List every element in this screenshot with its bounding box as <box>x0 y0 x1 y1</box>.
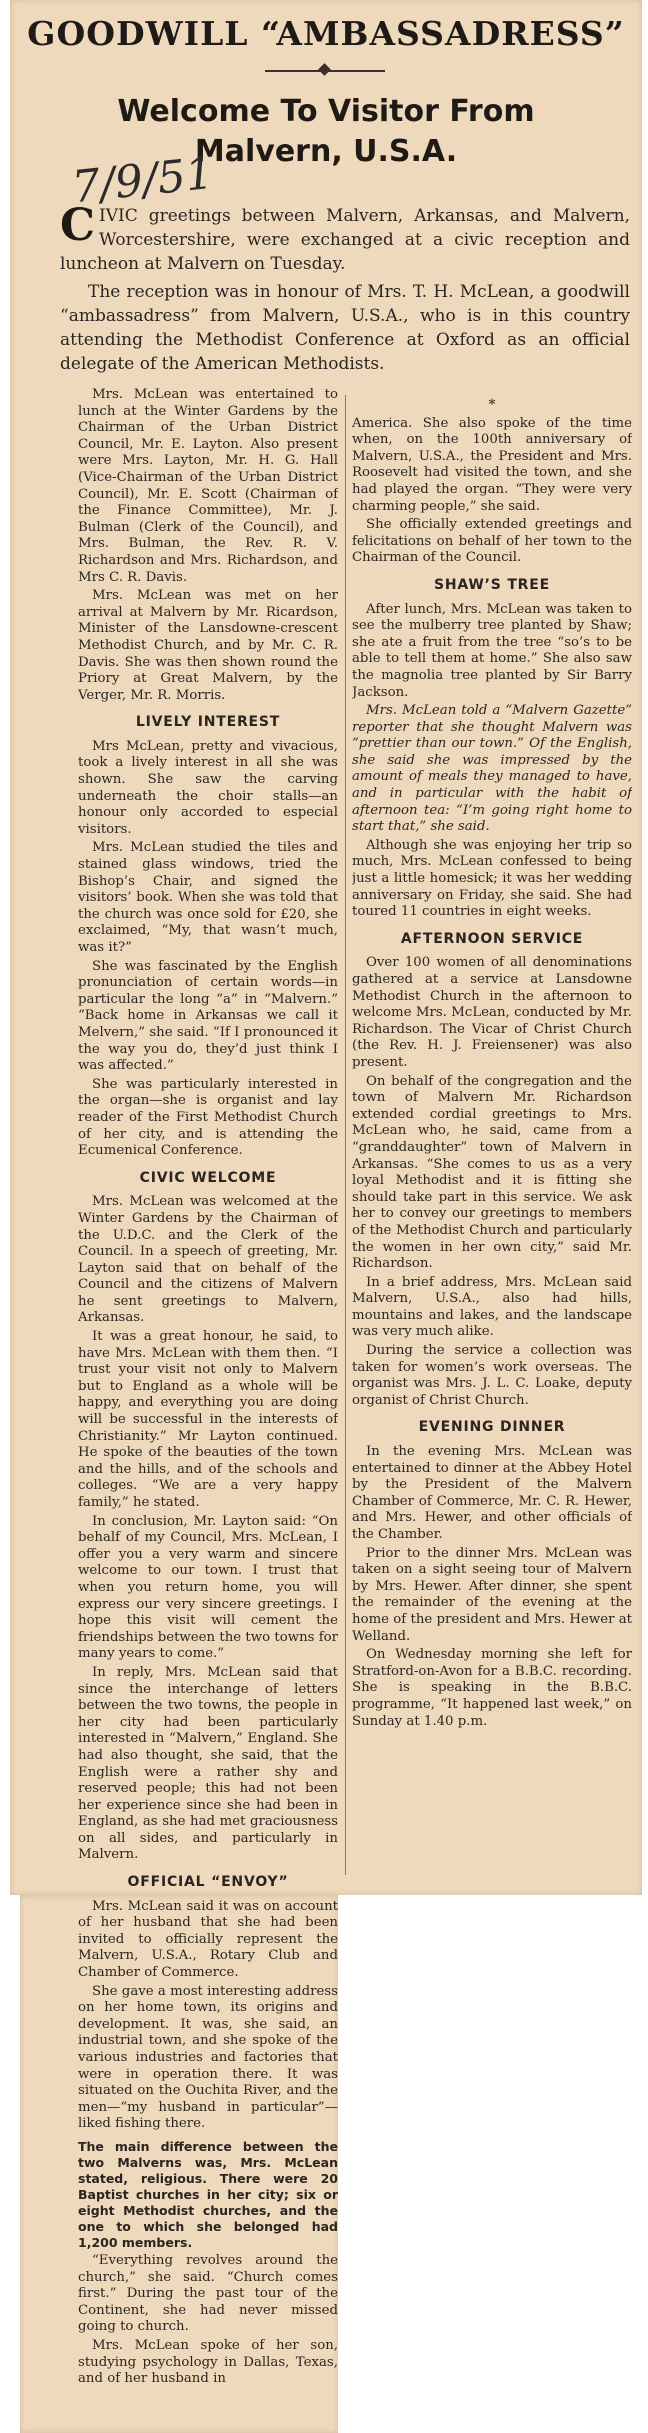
lead-paragraphs <box>60 200 630 380</box>
paragraph: Prior to the dinner Mrs. McLean was taken on a sight seeing tour of Malvern by Mrs. Hewer. After dinner, she spent the remainder of the evening at the home of the president and Mrs. Hewer at Welland. <box>352 1545 632 1644</box>
paragraph: Although she was enjoying her trip so much, Mrs. McLean confessed to being just a little homesick; it was her wedding anniversary on Friday, she said. She had toured 11 countries in eight weeks. <box>352 837 632 920</box>
paragraph: “Everything revolves around the church,” she said. “Church comes first.” During the past tour of the Continent, she had never missed going to church. <box>78 2252 338 2335</box>
paragraph: It was a great honour, he said, to have Mrs. McLean with them then. “I trust your visit not only to Malvern but to England as a whole will be happy, and everything you are doing will be successful in the interests of Christianity.” Mr Layton continued. He spoke of the beauties of the town and the hills, and of the schools and colleges. “We are a very happy family,” he stated. <box>78 1329 338 1510</box>
article-column-left <box>78 387 338 2417</box>
subhead-line-1: Welcome To Visitor From <box>117 94 535 129</box>
paragraph: After lunch, Mrs. McLean was taken to see the mulberry tree planted by Shaw; she ate a fruit from the tree “so’s to be able to tell them at home.” She also saw the magnolia tree planted by Sir Barry Jackson. <box>352 601 632 700</box>
section-heading-afternoon-service: AFTERNOON SERVICE <box>400 930 584 947</box>
section-heading-evening-dinner: EVENING DINNER <box>418 1419 566 1436</box>
paragraph: America. She also spoke of the time when, on the 100th anniversary of Malvern, U.S.A., the President and Mrs. Roosevelt had visited the town, and she had played the organ. “They were very charming people,” she said. <box>352 415 632 514</box>
paragraph: Mrs McLean, pretty and vivacious, took a lively interest in all she was shown. She saw the carving underneath the choir stalls—an honour only accorded to especial visitors. <box>78 738 338 837</box>
lead-paragraph-1 <box>60 200 630 276</box>
asterisk-ornament: * <box>488 397 496 413</box>
section-heading-lively-interest: LIVELY INTEREST <box>135 714 281 731</box>
handwritten-date: 7/9/51 <box>69 147 216 214</box>
paragraph: Over 100 women of all denominations gathered at a service at Lansdowne Methodist Church in the afternoon to welcome Mrs. McLean, conducted by Mr. Richardson. The Vicar of Christ Church (the Rev. H. J. Freiensener) was also present. <box>352 955 632 1070</box>
paragraph: She officially extended greetings and felicitations on behalf of her town to the Chairman of the Council. <box>352 517 632 566</box>
paragraph: She was fascinated by the English pronunciation of certain words—in particular the long “a” in “Malvern.” “Back home in Arkansas we call it Melvern,” she said. “If I pronounced it the way you do, they’d just think I was affected.” <box>78 958 338 1074</box>
paragraph: In the evening Mrs. McLean was entertained to dinner at the Abbey Hotel by the President of the Malvern Chamber of Commerce, Mr. C. R. Hewer, and Mrs. Hewer, and other officials of the Chamber. <box>352 1444 632 1542</box>
column-separator <box>345 395 346 1875</box>
italic-paragraph: Mrs. McLean told a “Malvern Gazette” reporter that she thought Malvern was “prettier than our town.” Of the English, she said she was impressed by the amount of meals they managed to have, and in particular with the habit of afternoon tea: “I’m going right home to start that,” she said. <box>352 703 632 835</box>
lead-paragraph-1-text: IVIC greetings between Malvern, Arkansas, and Malvern, Worcestershire, were exchanged at a civic reception and luncheon at Malvern on Tuesday. <box>60 206 630 274</box>
article-column-right <box>352 397 632 1877</box>
drop-cap: C <box>60 200 96 251</box>
paragraph: She was particularly interested in the organ—she is organist and lay reader of the First Methodist Church of her city, and is attending the Ecumenical Conference. <box>78 1076 338 1159</box>
section-heading-official-envoy: OFFICIAL “ENVOY” <box>127 1874 289 1891</box>
section-heading-shaws-tree: SHAW’S TREE <box>434 576 550 593</box>
headline: GOODWILL “AMBASSADRESS” <box>27 14 625 53</box>
paragraph: Mrs. McLean spoke of her son, studying psychology in Dallas, Texas, and of her husband in <box>78 2337 338 2387</box>
paragraph: Mrs. McLean was entertained to lunch at the Winter Gardens by the Chairman of the Urban District Council, Mr. E. Layton. Also present were Mrs. Layton, Mr. H. G. Hall (Vice-Chairman of the Urban District Council), Mr. E. Scott (Chairman of the Finance Committee), Mr. J. Bulman (Clerk of the Council), and Mrs. Bulman, the Rev. R. V. Richardson and Mrs. Richardson, and Mrs C. R. Davis. <box>78 387 338 585</box>
paragraph: During the service a collection was taken for women’s work overseas. The organist was Mrs. J. L. C. Loake, deputy organist of Christ Church. <box>352 1343 632 1408</box>
paragraph: Mrs. McLean studied the tiles and stained glass windows, tried the Bishop’s Chair, and signed the visitors’ book. When she was told that the church was once sold for £20, she exclaimed, “My, that wasn’t much, was it?” <box>78 840 338 955</box>
paragraph: On Wednesday morning she left for Stratford-on-Avon for a B.B.C. recording. She is speaking in the B.B.C. programme, “It happened last week,” on Sunday at 1.40 p.m. <box>352 1647 632 1729</box>
paragraph: Mrs. McLean was met on her arrival at Malvern by Mr. Ricardson, Minister of the Lansdowne-crescent Methodist Church, and by Mr. C. R. Davis. She was then shown round the Priory at Great Malvern, by the Verger, Mr. R. Morris. <box>78 588 338 703</box>
paragraph: She gave a most interesting address on her home town, its origins and development. It was, she said, an industrial town, and she spoke of the various industries and factories that were in operation there. It was situated on the Ouchita River, and the men—“my husband in particular”—liked fishing there. <box>78 1983 338 2132</box>
paragraph: In conclusion, Mr. Layton said: “On behalf of my Council, Mrs. McLean, I offer you a very warm and sincere welcome to our town. I trust that when you return home, you will express our very sincere greetings. I hope this visit will cement the friendships between the two towns for many years to come.” <box>78 1513 338 1662</box>
section-heading-civic-welcome: CIVIC WELCOME <box>139 1169 277 1186</box>
paragraph: On behalf of the congregation and the town of Malvern Mr. Richardson extended cordial greetings to Mrs. McLean who, he said, came from a “granddaughter” town of Malvern in Arkansas. “She comes to us as a very loyal Methodist and it is fitting she should take part in this service. We ask her to convey our greetings to members of the Methodist Church and particularly the women in her own city,” said Mr. Richardson. <box>352 1073 632 1272</box>
bold-paragraph: The main difference between the two Malverns was, Mrs. McLean stated, religious. There were 20 Baptist churches in her city; six or eight Methodist churches, and the one to which she belonged had 1,200 members. <box>78 2138 338 2250</box>
paragraph: Mrs. McLean said it was on account of her husband that she had been invited to officially represent the Malvern, U.S.A., Rotary Club and Chamber of Commerce. <box>78 1898 338 1981</box>
lead-paragraph-2: The reception was in honour of Mrs. T. H. McLean, a goodwill “ambassadress” from Malvern, U.S.A., who is in this country attending the Methodist Conference at Oxford as an official delegate of the American Methodists. <box>60 282 630 374</box>
paragraph: In a brief address, Mrs. McLean said Malvern, U.S.A., also had hills, mountains and lakes, and the landscape was very much alike. <box>352 1274 632 1340</box>
subhead-line-2: Malvern, U.S.A. <box>194 134 458 169</box>
paragraph: In reply, Mrs. McLean said that since the interchange of letters between the two towns, the people in her city had been particularly interested in “Malvern,” England. She had also thought, she said, that the English were a rather shy and reserved people; this had not been her experience since she had been in England, as she had met graciousness on all sides, and particularly in Malvern. <box>78 1664 338 1863</box>
paragraph: Mrs. McLean was welcomed at the Winter Gardens by the Chairman of the U.D.C. and the Clerk of the Council. In a speech of greeting, Mr. Layton said that on behalf of the Council and the citizens of Malvern he sent greetings to Malvern, Arkansas. <box>78 1194 338 1326</box>
